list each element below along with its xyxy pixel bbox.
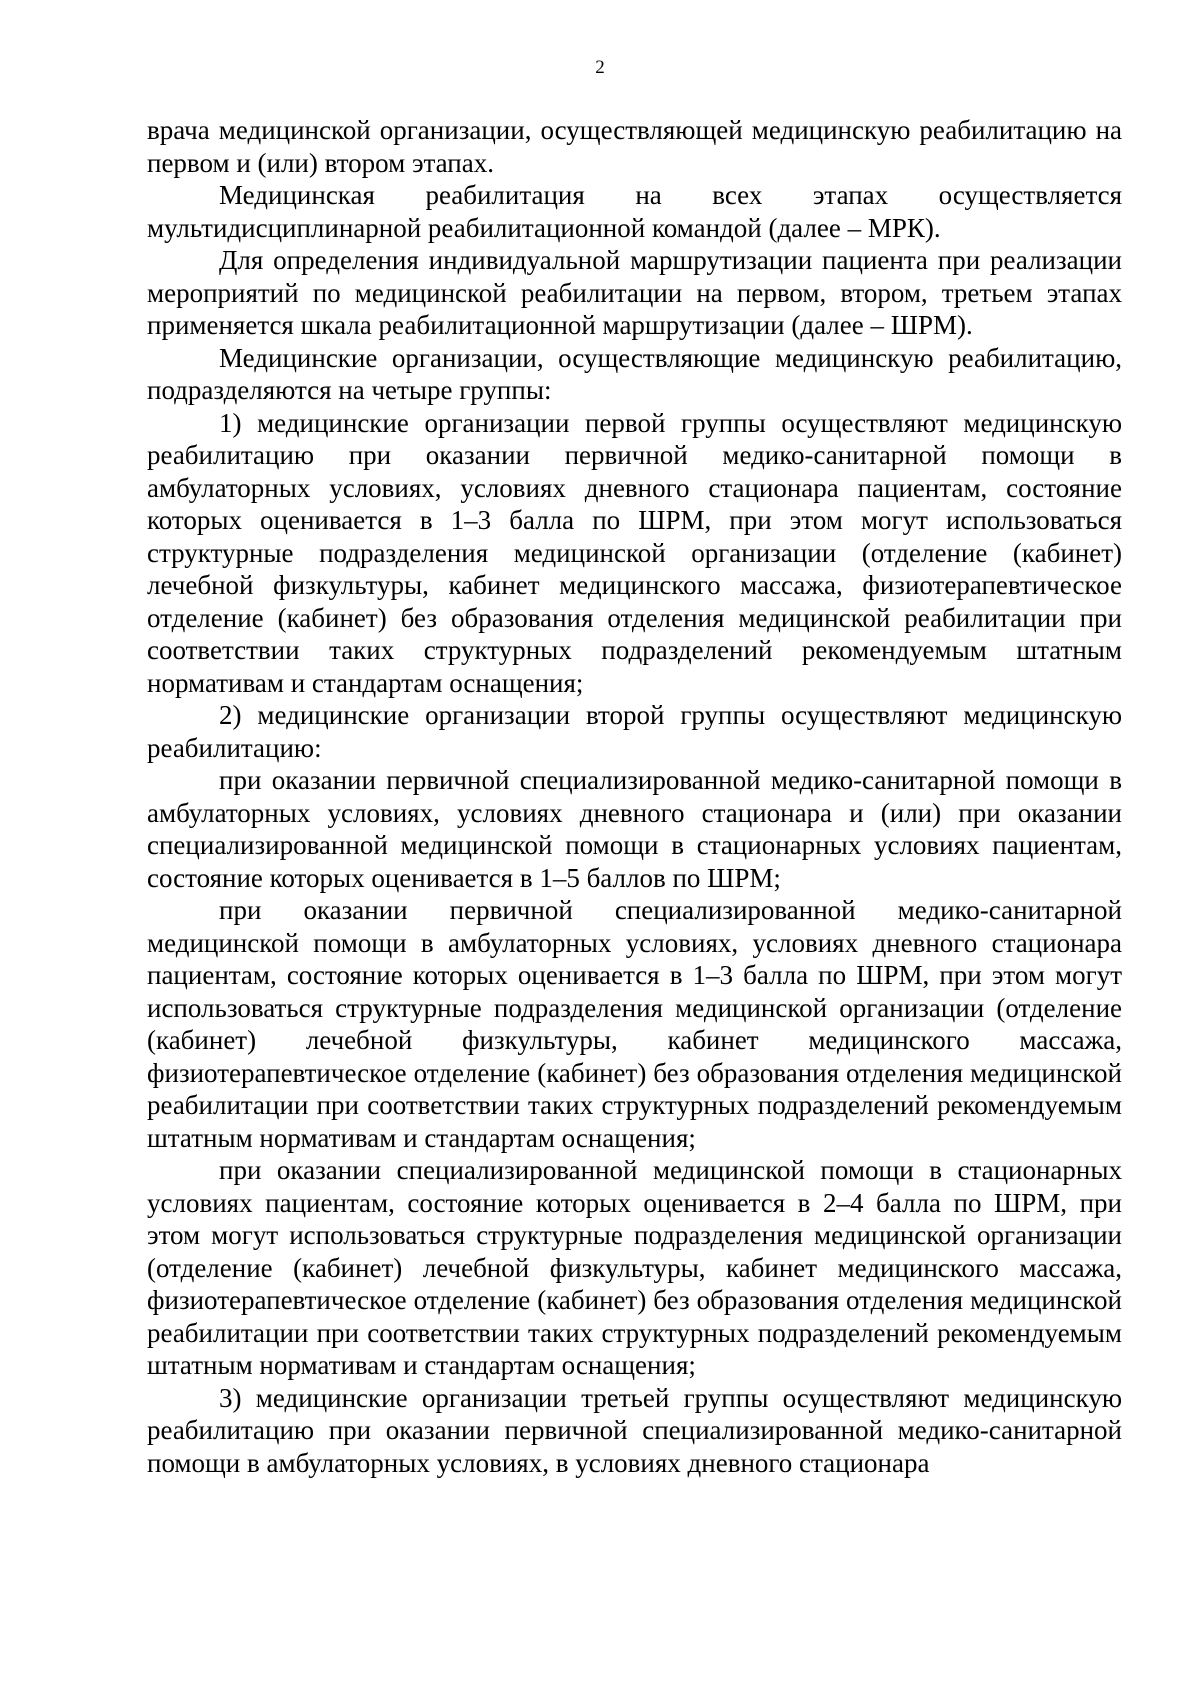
paragraph-group-2: 2) медицинские организации второй группы осуществляют медицинскую реабилитацию: xyxy=(147,700,1122,763)
page-number: 2 xyxy=(595,57,605,78)
paragraph-group-2-item-2: при оказании первичной специализированной медико-санитарной медицинской помощи в амбулаторных условиях, условиях дневного стационара пациентам, состояние которых оценивается в 1–3 балла по ШРМ, при этом могут использоваться структурные подразделения медицинской организации (отделение (кабинет) лечебной физкультуры, кабинет медицинского массажа, физиотерапевтическое отделение (кабинет) без образования отделения медицинской реабилитации при соответствии таких структурных подразделений рекомендуемым штатным нормативам и стандартам оснащения; xyxy=(147,895,1122,1153)
paragraph-group-1: 1) медицинские организации первой группы осуществляют медицинскую реабилитацию при оказании первичной медико-санитарной помощи в амбулаторных условиях, условиях дневного стационара пациентам, состояние которых оценивается в 1–3 балла по ШРМ, при этом могут использоваться структурные подразделения медицинской организации (отделение (кабинет) лечебной физкультуры, кабинет медицинского массажа, физиотерапевтическое отделение (кабинет) без образования отделения медицинской реабилитации при соответствии таких структурных подразделений рекомендуемым штатным нормативам и стандартам оснащения; xyxy=(147,407,1122,698)
paragraph-continuation: врача медицинской организации, осуществляющей медицинскую реабилитацию на первом и (или) втором этапах. xyxy=(147,115,1122,178)
document-body xyxy=(147,114,1122,1479)
paragraph-group-2-item-1: при оказании первичной специализированной медико-санитарной помощи в амбулаторных условиях, условиях дневного стационара и (или) при оказании специализированной медицинской помощи в стационарных условиях пациентам, состояние которых оценивается в 1–5 баллов по ШРМ; xyxy=(147,765,1122,893)
paragraph-groups-intro: Медицинские организации, осуществляющие медицинскую реабилитацию, подразделяются на четыре группы: xyxy=(147,342,1122,405)
paragraph-group-2-item-3: при оказании специализированной медицинской помощи в стационарных условиях пациентам, состояние которых оценивается в 2–4 балла по ШРМ, при этом могут использоваться структурные подразделения медицинской организации (отделение (кабинет) лечебной физкультуры, кабинет медицинского массажа, физиотерапевтическое отделение (кабинет) без образования отделения медицинской реабилитации при соответствии таких структурных подразделений рекомендуемым штатным нормативам и стандартам оснащения; xyxy=(147,1155,1122,1380)
paragraph-shrm: Для определения индивидуальной маршрутизации пациента при реализации мероприятий по медицинской реабилитации на первом, втором, третьем этапах применяется шкала реабилитационной маршрутизации (далее – ШРМ). xyxy=(147,245,1122,340)
paragraph-group-3: 3) медицинские организации третьей группы осуществляют медицинскую реабилитацию при оказании первичной специализированной медико-санитарной помощи в амбулаторных условиях, в условиях дневного стационара xyxy=(147,1382,1122,1478)
paragraph-mrk: Медицинская реабилитация на всех этапах осуществляется мультидисциплинарной реабилитационной командой (далее – МРК). xyxy=(147,180,1122,243)
